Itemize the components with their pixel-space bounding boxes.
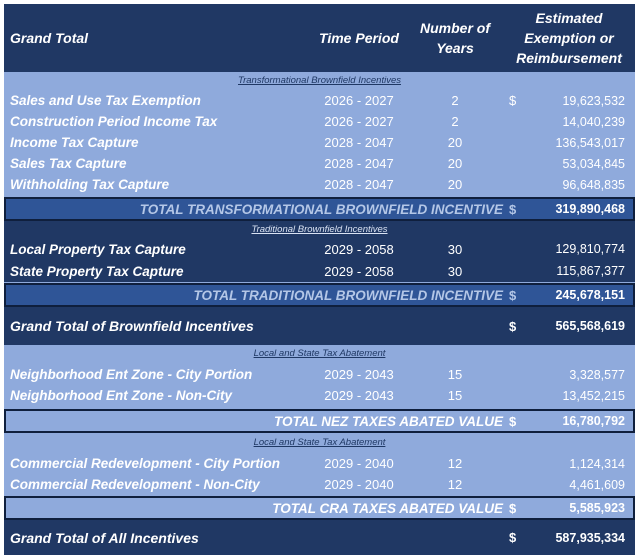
row-period: 2028 - 2047 [324,135,394,150]
total-dollar-sign: $ [509,201,517,217]
row-label: Neighborhood Ent Zone - Non-City [10,388,232,403]
total-dollar-sign: $ [509,500,517,516]
table-row [4,385,635,406]
total-row-nez [4,409,635,433]
total-row-traditional [4,283,635,307]
section-title: Local and State Tax Abatement [253,437,386,448]
header-est-line2: Exemption or [524,30,614,46]
row-amount: 115,867,377 [556,264,625,278]
row-label: Commercial Redevelopment - City Portion [10,456,281,471]
row-years: 2 [451,114,459,129]
table-row [4,153,635,174]
table-row [4,174,635,195]
row-years: 12 [447,456,463,471]
row-amount: 13,452,215 [562,388,625,403]
section-traditional [4,221,635,238]
grand-total-label: Grand Total of Brownfield Incentives [10,318,254,334]
row-dollar-sign: $ [509,93,517,108]
table-row [4,238,635,260]
row-years: 20 [447,135,463,150]
row-amount: 136,543,017 [555,135,625,150]
row-period: 2029 - 2058 [324,241,394,257]
row-years: 12 [447,477,463,492]
row-label: Income Tax Capture [10,135,139,150]
row-amount: 19,623,532 [562,93,625,108]
row-period: 2029 - 2040 [324,456,394,471]
incentives-table [4,4,635,555]
row-period: 2026 - 2027 [324,93,394,108]
total-label: TOTAL NEZ TAXES ABATED VALUE [273,413,503,429]
row-amount: 3,328,577 [569,367,625,382]
row-years: 30 [447,263,463,279]
table-row [4,364,635,385]
table-row [4,260,635,282]
table-row [4,111,635,132]
total-dollar-sign: $ [509,413,517,429]
row-period: 2029 - 2043 [324,388,394,403]
row-period: 2028 - 2047 [324,156,394,171]
header-years-line2: Years [436,40,474,56]
table-row [4,132,635,153]
row-label: Commercial Redevelopment - Non-City [10,477,260,492]
section-title: Local and State Tax Abatement [253,348,386,359]
grand-total-all-row [4,520,635,555]
header-years-line1: Number of [420,20,490,36]
row-period: 2029 - 2058 [324,263,394,279]
total-label: TOTAL CRA TAXES ABATED VALUE [272,500,503,516]
grand-total-dollar-sign: $ [509,318,517,334]
header-grand-total: Grand Total [10,30,89,46]
table-row [4,453,635,474]
section-cra [4,434,635,451]
section-transformational [4,72,635,88]
grand-total-amount: 565,568,619 [555,319,625,333]
section-nez [4,345,635,362]
row-years: 20 [447,177,463,192]
row-label: Sales and Use Tax Exemption [10,93,201,108]
row-period: 2026 - 2027 [324,114,394,129]
section-title: Traditional Brownfield Incentives [251,224,388,235]
total-label: TOTAL TRANSFORMATIONAL BROWNFIELD INCENTIVE [139,201,503,217]
total-amount: 319,890,468 [555,202,625,216]
row-label: Neighborhood Ent Zone - City Portion [10,367,253,382]
row-years: 30 [447,241,463,257]
row-amount: 96,648,835 [562,177,625,192]
total-amount: 5,585,923 [569,501,625,515]
total-amount: 245,678,151 [555,288,625,302]
section-title: Transformational Brownfield Incentives [238,74,401,86]
total-amount: 16,780,792 [562,414,625,428]
row-years: 2 [451,93,459,108]
row-label: Construction Period Income Tax [10,114,218,129]
row-years: 15 [447,367,463,382]
table-row [4,474,635,495]
grand-total-amount: 587,935,334 [555,530,625,545]
total-row-cra [4,496,635,520]
row-label: Sales Tax Capture [10,156,127,171]
row-period: 2029 - 2043 [324,367,394,382]
row-period: 2028 - 2047 [324,177,394,192]
header-estimated-exemption [504,4,634,72]
table-header [4,4,635,72]
row-label: State Property Tax Capture [10,263,184,279]
row-amount: 14,040,239 [562,114,625,129]
header-est-line1: Estimated [535,10,603,26]
row-label: Withholding Tax Capture [10,177,170,192]
header-time-period [309,4,409,72]
header-est-line3: Reimbursement [516,50,622,66]
row-amount: 53,034,845 [562,156,625,171]
row-label: Local Property Tax Capture [10,241,186,257]
row-period: 2029 - 2040 [324,477,394,492]
grand-total-brownfield-row [4,307,635,345]
row-amount: 1,124,314 [569,456,625,471]
grand-total-dollar-sign: $ [509,530,517,545]
total-label: TOTAL TRADITIONAL BROWNFIELD INCENTIVE [193,287,503,303]
table-row [4,90,635,111]
row-years: 15 [447,388,463,403]
total-dollar-sign: $ [509,287,517,303]
row-years: 20 [447,156,463,171]
row-amount: 4,461,609 [569,477,625,492]
row-amount: 129,810,774 [555,242,625,256]
grand-total-label: Grand Total of All Incentives [10,529,199,546]
header-number-of-years [412,4,498,72]
total-row-transformational [4,197,635,221]
header-time-period-label: Time Period [319,30,399,46]
